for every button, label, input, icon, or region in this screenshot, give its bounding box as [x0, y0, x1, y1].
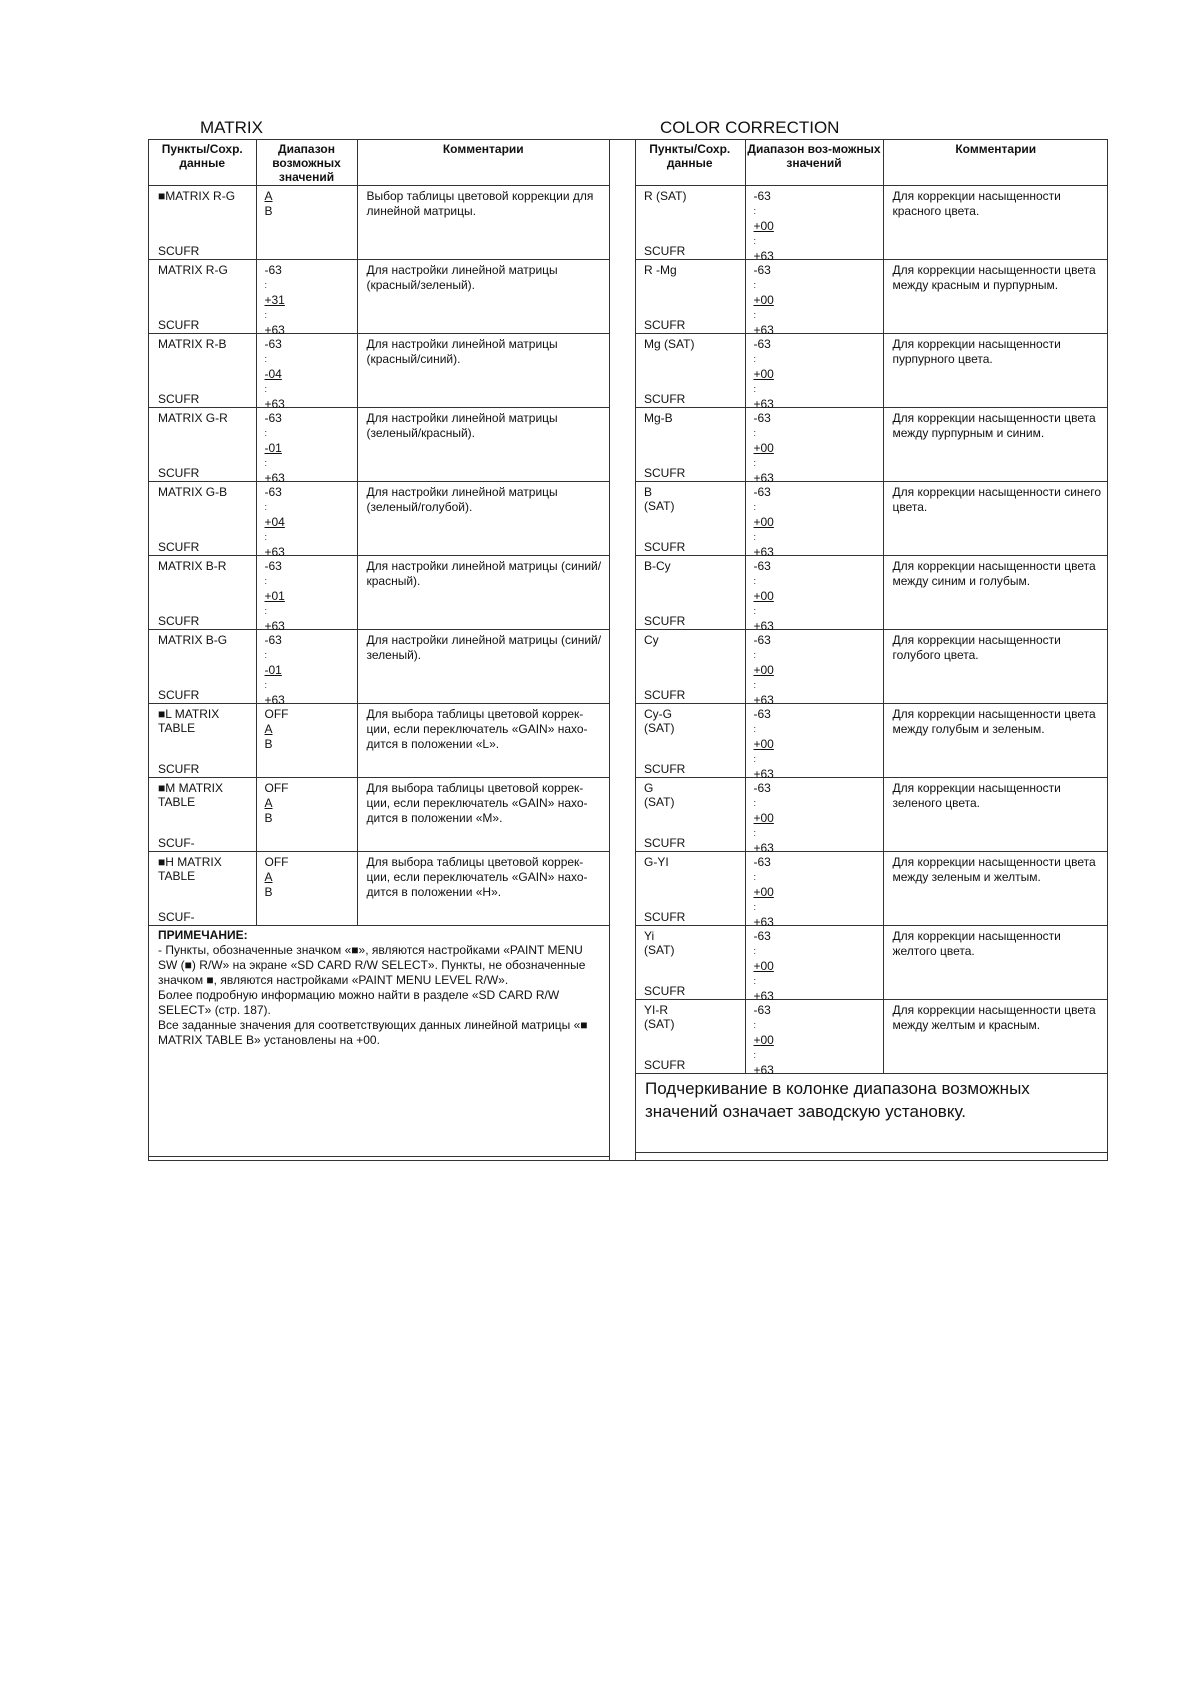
- matrix-range-cell: [256, 259, 357, 337]
- cc-header-comment: Комментарии: [883, 140, 1108, 185]
- cc-item-cell: [635, 259, 745, 333]
- item-name: R (SAT): [644, 188, 687, 203]
- cc-header-range: Диапазон воз-можных значений: [745, 140, 883, 185]
- range-value: +63: [753, 322, 774, 337]
- cc-comment-cell: [883, 629, 1108, 703]
- range-value: +00: [753, 810, 774, 825]
- item-name: G-YI: [644, 854, 669, 869]
- range-value: :: [264, 649, 268, 660]
- cc-range-cell: [745, 259, 883, 337]
- item-name: ■M MATRIX TABLE: [158, 780, 224, 809]
- comment-text: Для коррекции насыщенности зеленого цвета.: [892, 780, 1061, 810]
- matrix-row: [149, 481, 609, 555]
- save-data: SCUFR: [158, 613, 200, 628]
- matrix-range-cell: [256, 629, 357, 707]
- item-name: MATRIX G-B: [158, 484, 228, 499]
- range-value: :: [264, 383, 268, 394]
- range-value: :: [753, 945, 757, 956]
- comment-text: Для настройки линейной матрицы (красный/зеленый).: [366, 262, 558, 292]
- range-value: -63: [753, 558, 771, 573]
- matrix-section-title: MATRIX: [200, 118, 263, 137]
- cc-range-cell: [745, 333, 883, 411]
- range-value: B: [264, 810, 273, 825]
- matrix-comment-cell: [357, 777, 609, 851]
- range-value: :: [264, 353, 268, 364]
- range-value: :: [753, 235, 757, 246]
- item-name: ■MATRIX R-G: [158, 188, 236, 203]
- range-value: :: [753, 975, 757, 986]
- cc-range-cell: [745, 185, 883, 263]
- comment-text: Для коррекции насыщенности цвета между пурпурным и синим.: [892, 410, 1096, 440]
- matrix-table: [149, 140, 609, 1157]
- range-value: +63: [753, 1062, 774, 1077]
- matrix-comment-cell: [357, 407, 609, 481]
- item-name: MATRIX R-G: [158, 262, 228, 277]
- matrix-item-cell: [149, 481, 256, 555]
- item-name: B (SAT): [644, 484, 675, 513]
- comment-text: Для коррекции насыщенности цвета между синим и голубым.: [892, 558, 1096, 588]
- save-data: SCUFR: [644, 243, 686, 258]
- note-line: Все заданные значения для соответствующих данных линейной матрицы «■ MATRIX TABLE B» установлены на +00.: [158, 1017, 588, 1047]
- save-data: SCUFR: [644, 835, 686, 850]
- cc-header-item: Пункты/Сохр. данные: [635, 140, 745, 185]
- range-value: -63: [264, 632, 282, 647]
- item-name: Cy: [644, 632, 659, 647]
- range-value: -63: [753, 1002, 771, 1017]
- cc-comment-cell: [883, 925, 1108, 999]
- cc-row: [635, 703, 1108, 777]
- range-value: -63: [753, 336, 771, 351]
- range-value: +00: [753, 1032, 774, 1047]
- range-value: +63: [753, 914, 774, 929]
- range-value: -63: [753, 706, 771, 721]
- cc-row: [635, 777, 1108, 851]
- range-value: :: [753, 605, 757, 616]
- matrix-comment-cell: [357, 333, 609, 407]
- cc-comment-cell: [883, 407, 1108, 481]
- matrix-item-cell: [149, 777, 256, 851]
- range-value: :: [753, 205, 757, 216]
- cc-row: [635, 999, 1108, 1073]
- range-value: -63: [264, 262, 282, 277]
- cc-item-cell: [635, 555, 745, 629]
- range-value: +63: [264, 396, 285, 411]
- save-data: SCUF-: [158, 909, 195, 924]
- range-value: :: [753, 501, 757, 512]
- save-data: SCUFR: [644, 465, 686, 480]
- matrix-row: [149, 703, 609, 777]
- cc-comment-cell: [883, 185, 1108, 259]
- cc-row: [635, 407, 1108, 481]
- note-line: - Пункты, обозначенные значком «■», являются настройками «PAINT MENU SW (■) R/W» на экране «SD CARD R/W SELECT». Пункты, не обозначенные значком ■, являются настройками «PAINT MENU LEVEL R/W».: [158, 942, 586, 987]
- matrix-row: [149, 185, 609, 259]
- save-data: SCUF-: [158, 835, 195, 850]
- range-value: :: [753, 575, 757, 586]
- matrix-range-cell: [256, 333, 357, 411]
- cc-comment-cell: [883, 999, 1108, 1073]
- range-value: -63: [753, 854, 771, 869]
- range-value: +00: [753, 514, 774, 529]
- cc-comment-cell: [883, 333, 1108, 407]
- range-value: :: [753, 827, 757, 838]
- document-frame: [148, 139, 1108, 1161]
- cc-item-cell: [635, 481, 745, 555]
- cc-range-cell: [745, 777, 883, 855]
- range-value: :: [264, 679, 268, 690]
- cc-comment-cell: [883, 555, 1108, 629]
- range-value: :: [753, 871, 757, 882]
- comment-text: Выбор таблицы цветовой коррекции для линейной матрицы.: [366, 188, 594, 218]
- range-value: :: [753, 1019, 757, 1030]
- range-value: -63: [264, 336, 282, 351]
- matrix-comment-cell: [357, 703, 609, 777]
- save-data: SCUFR: [158, 243, 200, 258]
- item-name: B-Cy: [644, 558, 671, 573]
- range-value: -01: [264, 440, 282, 455]
- range-value: A: [264, 188, 273, 203]
- matrix-item-cell: [149, 629, 256, 703]
- range-value: +63: [753, 618, 774, 633]
- matrix-comment-cell: [357, 851, 609, 925]
- item-name: ■H MATRIX TABLE: [158, 854, 222, 883]
- cc-comment-cell: [883, 259, 1108, 333]
- cc-item-cell: [635, 407, 745, 481]
- cc-row: [635, 629, 1108, 703]
- item-name: MATRIX B-G: [158, 632, 228, 647]
- range-value: -63: [753, 188, 771, 203]
- range-value: OFF: [264, 706, 289, 721]
- matrix-range-cell: [256, 555, 357, 633]
- cc-row: [635, 333, 1108, 407]
- matrix-note-cell: [149, 925, 609, 1156]
- column-divider: [609, 140, 610, 1160]
- range-value: :: [753, 427, 757, 438]
- range-value: +00: [753, 736, 774, 751]
- cc-item-cell: [635, 185, 745, 259]
- range-value: -63: [753, 484, 771, 499]
- matrix-range-cell: [256, 777, 357, 851]
- range-value: :: [753, 457, 757, 468]
- comment-text: Для коррекции насыщенности голубого цвета.: [892, 632, 1061, 662]
- range-value: :: [264, 575, 268, 586]
- range-value: :: [753, 649, 757, 660]
- comment-text: Для коррекции насыщенности цвета между желтым и красным.: [892, 1002, 1096, 1032]
- item-name: ■L MATRIX TABLE: [158, 706, 220, 735]
- range-value: +63: [264, 322, 285, 337]
- cc-range-cell: [745, 555, 883, 633]
- cc-item-cell: [635, 925, 745, 999]
- range-value: -63: [753, 780, 771, 795]
- cc-item-cell: [635, 629, 745, 703]
- cc-range-cell: [745, 481, 883, 559]
- matrix-row: [149, 777, 609, 851]
- item-name: Mg-B: [644, 410, 673, 425]
- range-value: B: [264, 736, 273, 751]
- range-value: -63: [753, 928, 771, 943]
- cc-comment-cell: [883, 851, 1108, 925]
- note-title: ПРИМЕЧАНИЕ:: [158, 927, 248, 942]
- cc-item-cell: [635, 777, 745, 851]
- matrix-row: [149, 851, 609, 925]
- range-value: +00: [753, 958, 774, 973]
- save-data: SCUFR: [644, 613, 686, 628]
- cc-item-cell: [635, 999, 745, 1073]
- save-data: SCUFR: [644, 317, 686, 332]
- matrix-note: [149, 926, 609, 1050]
- range-value: +00: [753, 662, 774, 677]
- matrix-row: [149, 259, 609, 333]
- matrix-range-cell: [256, 851, 357, 925]
- range-value: -04: [264, 366, 282, 381]
- matrix-comment-cell: [357, 259, 609, 333]
- cc-item-cell: [635, 851, 745, 925]
- cc-range-cell: [745, 407, 883, 485]
- save-data: SCUFR: [644, 539, 686, 554]
- range-value: +00: [753, 440, 774, 455]
- item-name: MATRIX R-B: [158, 336, 227, 351]
- cc-range-cell: [745, 851, 883, 929]
- note-line: Более подробную информацию можно найти в разделе «SD CARD R/W SELECT» (стр. 187).: [158, 987, 560, 1017]
- matrix-item-cell: [149, 259, 256, 333]
- matrix-row: [149, 333, 609, 407]
- range-value: :: [264, 427, 268, 438]
- cc-row: [635, 555, 1108, 629]
- range-value: +00: [753, 218, 774, 233]
- comment-text: Для коррекции насыщенности пурпурного цвета.: [892, 336, 1061, 366]
- range-value: +63: [753, 544, 774, 559]
- comment-text: Для настройки линейной матрицы (зеленый/голубой).: [366, 484, 558, 514]
- range-value: OFF: [264, 780, 289, 795]
- comment-text: Для настройки линейной матрицы (синий/красный).: [366, 558, 602, 588]
- comment-text: Для настройки линейной матрицы (синий/зеленый).: [366, 632, 602, 662]
- range-value: +63: [264, 470, 285, 485]
- cc-row: [635, 925, 1108, 999]
- range-value: :: [264, 605, 268, 616]
- range-value: +63: [753, 248, 774, 263]
- cc-comment-cell: [883, 703, 1108, 777]
- range-value: :: [264, 501, 268, 512]
- range-value: :: [753, 309, 757, 320]
- range-value: +63: [753, 840, 774, 855]
- range-value: +00: [753, 588, 774, 603]
- range-value: +63: [264, 544, 285, 559]
- matrix-header-comment: Комментарии: [357, 140, 609, 185]
- range-value: +00: [753, 366, 774, 381]
- cc-range-cell: [745, 703, 883, 781]
- comment-text: Для коррекции насыщенности цвета между голубым и зеленым.: [892, 706, 1096, 736]
- save-data: SCUFR: [644, 983, 686, 998]
- range-value: :: [753, 797, 757, 808]
- item-name: Yi (SAT): [644, 928, 675, 957]
- range-value: :: [264, 279, 268, 290]
- range-value: :: [753, 279, 757, 290]
- range-value: B: [264, 884, 273, 899]
- range-value: B: [264, 203, 273, 218]
- item-name: YI-R (SAT): [644, 1002, 675, 1031]
- range-value: :: [753, 353, 757, 364]
- comment-text: Для настройки линейной матрицы (красный/синий).: [366, 336, 558, 366]
- range-value: -63: [264, 410, 282, 425]
- range-value: +00: [753, 292, 774, 307]
- comment-text: Для выбора таблицы цветовой коррек- ции, если переключатель «GAIN» нахо- дится в положении «L».: [366, 706, 588, 751]
- range-value: -63: [753, 410, 771, 425]
- comment-text: Для коррекции насыщенности цвета между зеленым и желтым.: [892, 854, 1096, 884]
- color-correction-section-title: COLOR CORRECTION: [660, 118, 840, 137]
- range-value: +63: [753, 396, 774, 411]
- save-data: SCUFR: [158, 687, 200, 702]
- range-value: :: [753, 531, 757, 542]
- range-value: :: [753, 753, 757, 764]
- matrix-item-cell: [149, 185, 256, 259]
- item-name: R -Mg: [644, 262, 677, 277]
- range-value: :: [264, 457, 268, 468]
- matrix-item-cell: [149, 703, 256, 777]
- matrix-row: [149, 629, 609, 703]
- underline-footnote: Подчеркивание в колонке диапазона возможных значений означает заводскую установку.: [645, 1078, 1030, 1121]
- range-value: -63: [264, 558, 282, 573]
- cc-footer-cell: [635, 1073, 1108, 1152]
- range-value: -63: [753, 262, 771, 277]
- cc-row: [635, 851, 1108, 925]
- range-value: +63: [753, 692, 774, 707]
- comment-text: Для коррекции насыщенности синего цвета.: [892, 484, 1101, 514]
- range-value: -01: [264, 662, 282, 677]
- range-value: A: [264, 869, 273, 884]
- comment-text: Для настройки линейной матрицы (зеленый/красный).: [366, 410, 558, 440]
- range-value: -63: [264, 484, 282, 499]
- range-value: :: [753, 383, 757, 394]
- matrix-row: [149, 555, 609, 629]
- matrix-range-cell: [256, 185, 357, 259]
- matrix-row: [149, 407, 609, 481]
- range-value: :: [264, 531, 268, 542]
- range-value: +04: [264, 514, 285, 529]
- range-value: +63: [753, 766, 774, 781]
- item-name: G (SAT): [644, 780, 675, 809]
- comment-text: Для коррекции насыщенности цвета между красным и пурпурным.: [892, 262, 1096, 292]
- range-value: :: [753, 679, 757, 690]
- matrix-range-cell: [256, 407, 357, 485]
- matrix-header-item: Пункты/Сохр. данные: [149, 140, 256, 185]
- save-data: SCUFR: [644, 687, 686, 702]
- save-data: SCUFR: [644, 761, 686, 776]
- range-value: +63: [264, 618, 285, 633]
- matrix-item-cell: [149, 555, 256, 629]
- cc-comment-cell: [883, 777, 1108, 851]
- color-correction-table: [635, 140, 1108, 1153]
- cc-range-cell: [745, 629, 883, 707]
- comment-text: Для выбора таблицы цветовой коррек- ции, если переключатель «GAIN» нахо- дится в положении «H».: [366, 854, 588, 899]
- range-value: +63: [753, 470, 774, 485]
- range-value: :: [753, 1049, 757, 1060]
- item-name: Mg (SAT): [644, 336, 695, 351]
- save-data: SCUFR: [158, 539, 200, 554]
- range-value: -63: [753, 632, 771, 647]
- matrix-comment-cell: [357, 185, 609, 259]
- matrix-range-cell: [256, 481, 357, 559]
- range-value: :: [264, 309, 268, 320]
- save-data: SCUFR: [644, 1057, 686, 1072]
- save-data: SCUFR: [644, 391, 686, 406]
- comment-text: Для коррекции насыщенности желтого цвета.: [892, 928, 1061, 958]
- range-value: +31: [264, 292, 285, 307]
- comment-text: Для выбора таблицы цветовой коррек- ции, если переключатель «GAIN» нахо- дится в положении «M».: [366, 780, 588, 825]
- save-data: SCUFR: [158, 465, 200, 480]
- matrix-comment-cell: [357, 555, 609, 629]
- matrix-range-cell: [256, 703, 357, 777]
- range-value: A: [264, 721, 273, 736]
- matrix-item-cell: [149, 851, 256, 925]
- cc-row: [635, 481, 1108, 555]
- cc-range-cell: [745, 999, 883, 1077]
- range-value: :: [753, 723, 757, 734]
- range-value: +00: [753, 884, 774, 899]
- cc-range-cell: [745, 925, 883, 1003]
- matrix-comment-cell: [357, 481, 609, 555]
- save-data: SCUFR: [644, 909, 686, 924]
- range-value: +63: [264, 692, 285, 707]
- cc-row: [635, 259, 1108, 333]
- cc-comment-cell: [883, 481, 1108, 555]
- range-value: :: [753, 901, 757, 912]
- save-data: SCUFR: [158, 391, 200, 406]
- matrix-item-cell: [149, 333, 256, 407]
- matrix-comment-cell: [357, 629, 609, 703]
- matrix-item-cell: [149, 407, 256, 481]
- item-name: MATRIX B-R: [158, 558, 227, 573]
- cc-item-cell: [635, 703, 745, 777]
- matrix-header-range: Диапазон возможных значений: [256, 140, 357, 185]
- item-name: Cy-G (SAT): [644, 706, 675, 735]
- cc-row: [635, 185, 1108, 259]
- save-data: SCUFR: [158, 317, 200, 332]
- save-data: SCUFR: [158, 761, 200, 776]
- comment-text: Для коррекции насыщенности красного цвета.: [892, 188, 1061, 218]
- range-value: A: [264, 795, 273, 810]
- cc-item-cell: [635, 333, 745, 407]
- item-name: MATRIX G-R: [158, 410, 228, 425]
- range-value: +01: [264, 588, 285, 603]
- range-value: +63: [753, 988, 774, 1003]
- range-value: OFF: [264, 854, 289, 869]
